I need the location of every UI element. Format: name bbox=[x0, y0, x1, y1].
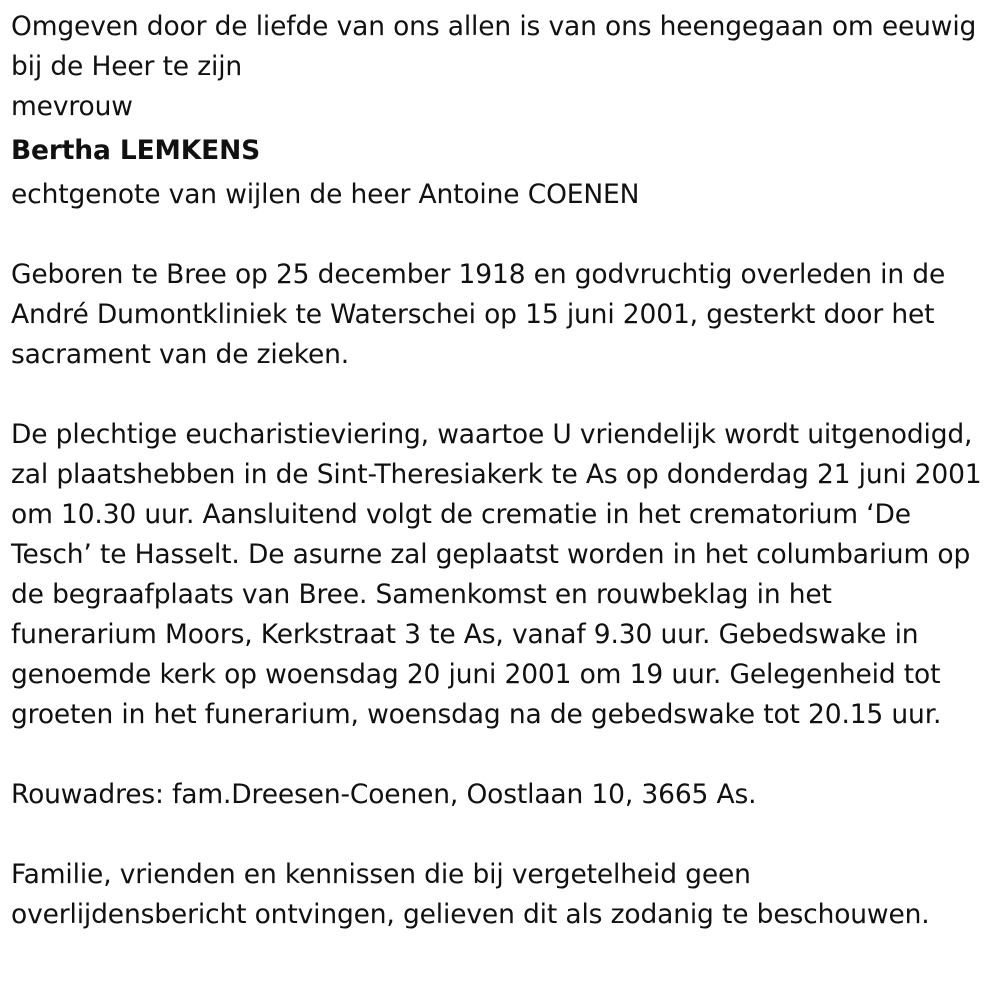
text-line: De plechtige eucharistieviering, waartoe U vriendelijk wordt uitgenodigd, bbox=[11, 419, 973, 450]
address-line: Rouwadres: fam.Dreesen-Coenen, Oostlaan 10, 3665 As. bbox=[11, 779, 757, 810]
text-line: overlijdensbericht ontvingen, gelieven dit als zodanig te beschouwen. bbox=[11, 899, 930, 930]
opening-paragraph bbox=[11, 7, 996, 87]
paragraph-gap bbox=[11, 815, 996, 855]
text-line: bij de Heer te zijn bbox=[11, 51, 243, 82]
text-line: Familie, vrienden en kennissen die bij vergetelheid geen bbox=[11, 859, 751, 890]
text-line: sacrament van de zieken. bbox=[11, 339, 350, 370]
paragraph-gap bbox=[11, 215, 996, 255]
text-line: zal plaatshebben in de Sint-Theresiakerk te As op donderdag 21 juni 2001 bbox=[11, 459, 982, 490]
paragraph-gap bbox=[11, 375, 996, 415]
text-line: André Dumontkliniek te Waterschei op 15 juni 2001, gesterkt door het bbox=[11, 299, 935, 330]
closing-paragraph bbox=[11, 855, 996, 935]
text-line: Geboren te Bree op 25 december 1918 en godvruchtig overleden in de bbox=[11, 259, 946, 290]
text-line: de begraafplaats van Bree. Samenkomst en rouwbeklag in het bbox=[11, 579, 832, 610]
text-line: Omgeven door de liefde van ons allen is van ons heengegaan om eeuwig bbox=[11, 11, 977, 42]
text-line: Tesch’ te Hasselt. De asurne zal geplaatst worden in het columbarium op bbox=[11, 539, 971, 570]
text-line: genoemde kerk op woensdag 20 juni 2001 om 19 uur. Gelegenheid tot bbox=[11, 659, 941, 690]
deceased-title: mevrouw bbox=[11, 91, 133, 122]
paragraph-gap bbox=[11, 735, 996, 775]
ceremony-paragraph bbox=[11, 415, 996, 735]
text-line: funerarium Moors, Kerkstraat 3 te As, vanaf 9.30 uur. Gebedswake in bbox=[11, 619, 919, 650]
birth-death-paragraph bbox=[11, 255, 996, 375]
spouse-line: echtgenote van wijlen de heer Antoine COENEN bbox=[11, 179, 640, 210]
deceased-name: Bertha LEMKENS bbox=[11, 135, 261, 166]
text-line: om 10.30 uur. Aansluitend volgt de crematie in het crematorium ‘De bbox=[11, 499, 911, 530]
text-line: groeten in het funerarium, woensdag na de gebedswake tot 20.15 uur. bbox=[11, 699, 942, 730]
obituary-notice bbox=[11, 7, 996, 935]
